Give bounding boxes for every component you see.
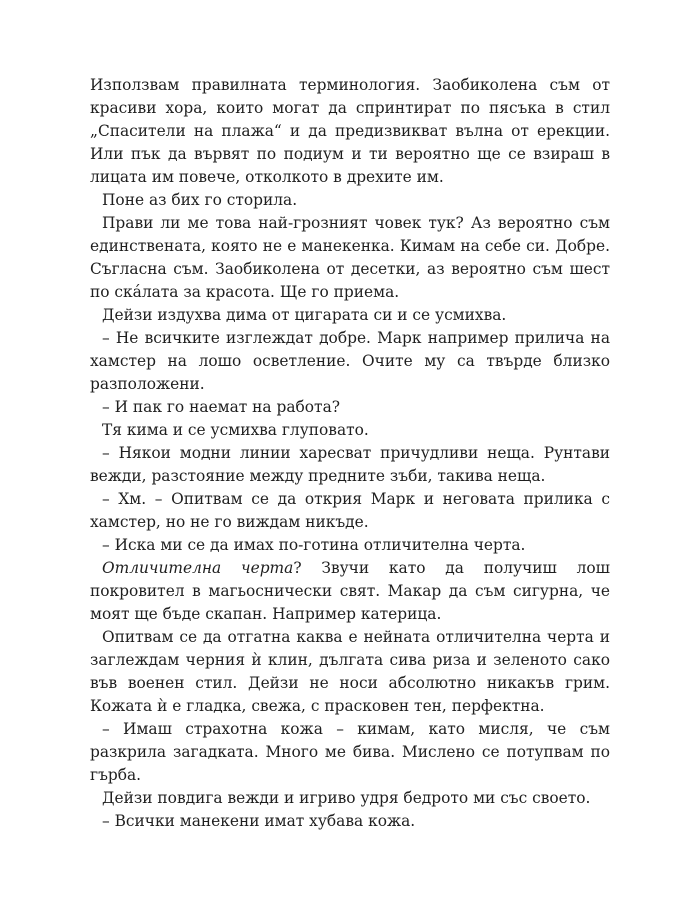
paragraph-6: – И пак го наемат на работа? [102,398,340,416]
paragraph-8: – Някои модни линии харесват причудливи неща. Рунтави вежди, разстояние между предните зъби, такива неща. [90,444,610,485]
paragraph-11-rest: ? Звучи като да получиш лош покровител в магьоснически свят. Макар да съм сигурна, че моят ще бъде скапан. Например катерица. [90,559,610,623]
paragraph-3: Прави ли ме това най-грозният човек тук? Аз вероятно съм единствената, която не е манекенка. Кимам на себе си. Добре. Съгласна съм. Заобиколена от десетки, аз вероятно съм шест по ска́лата за красота. Ще го приема. [90,214,610,301]
paragraph-12: Опитвам се да отгатна каква е нейната отличителна черта и заглеждам черния ѝ клин, дългата сива риза и зеленото сако във военен стил. Дейзи не носи абсолютно никакъв грим. Кожата ѝ е гладка, свежа, с прасковен тен, перфектна. [90,628,610,715]
paragraph-11-italic-lead [90,557,610,626]
paragraph-15: – Всички манекени имат хубава кожа. [102,812,416,830]
paragraph-1: Използвам правилната терминология. Заобиколена съм от красиви хора, които могат да спринтират по пясъка в стил „Спасители на плажа“ и да предизвикват вълна от ерекции. Или пък да вървят по подиум и ти вероятно ще се взираш в лицата им повече, отколкото в дрехите им. [90,76,610,186]
paragraph-9: – Хм. – Опитвам се да открия Марк и неговата прилика с хамстер, но не го виждам никъде. [90,490,610,531]
paragraph-4: Дейзи издухва дима от цигарата си и се усмихва. [102,306,507,324]
paragraph-14: Дейзи повдига вежди и игриво удря бедрото ми със своето. [102,789,591,807]
paragraph-10: – Иска ми се да имах по-готина отличителна черта. [102,536,526,554]
paragraph-2: Поне аз бих го сторила. [102,191,298,209]
paragraph-13: – Имаш страхотна кожа – кимам, като мисля, че съм разкрила загадката. Много ме бива. Мислено се потупвам по гърба. [90,720,610,784]
paragraph-5: – Не всичките изглеждат добре. Марк например прилича на хамстер на лошо осветление. Очите му са твърде близко разположени. [90,329,610,393]
italic-emphasis: Отличителна черта [102,559,294,577]
paragraph-7: Тя кима и се усмихва глуповато. [102,421,369,439]
book-page [90,74,610,833]
